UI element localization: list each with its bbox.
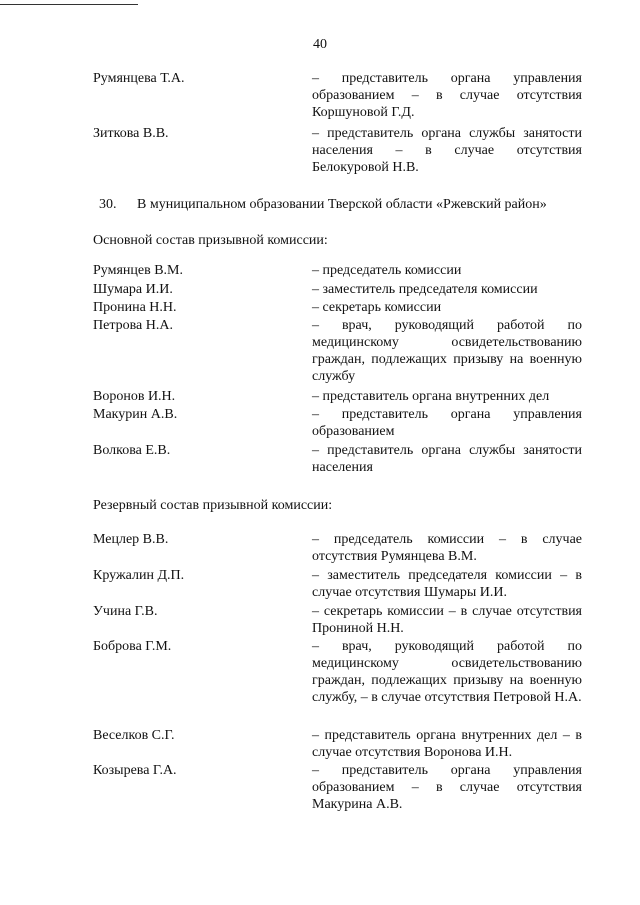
member-name: Козырева Г.А. [93,763,177,778]
member-role: – врач, руководящий работой по медицинскому освидетельствованию граждан, подлежащих призыву на военную службу, – в случае отсутствия Петровой Н.А. [312,639,582,705]
member-name: Макурин А.В. [93,407,178,422]
member-role: – председатель комиссии [312,263,462,278]
main-composition-title: Основной состав призывной комиссии: [93,233,328,248]
member-role: – секретарь комиссии [312,300,442,315]
member-role: – представитель органа службы занятости населения – в случае отсутствия Белокуровой Н.В. [312,126,582,175]
member-name: Шумара И.И. [93,282,173,297]
member-name: Учина Г.В. [93,604,158,619]
member-name: Мецлер В.В. [93,532,169,547]
member-role: – председатель комиссии – в случае отсутствия Румянцева В.М. [312,532,582,564]
municipality-number: 30. [99,197,117,212]
member-name: Зиткова В.В. [93,126,169,141]
reserve-composition-title: Резервный состав призывной комиссии: [93,498,333,513]
member-name: Румянцев В.М. [93,263,183,278]
member-name: Веселков С.Г. [93,728,175,743]
member-role: – представитель органа внутренних дел [312,389,550,404]
member-role: – представитель органа внутренних дел – в случае отсутствия Воронова И.Н. [312,728,582,760]
member-role: – секретарь комиссии – в случае отсутствия Прониной Н.Н. [312,604,582,636]
header-rule [0,4,138,5]
member-name: Кружалин Д.П. [93,568,185,583]
member-name: Пронина Н.Н. [93,300,177,315]
member-name: Петрова Н.А. [93,318,173,333]
municipality-heading [99,196,547,213]
member-role: – представитель органа управления образованием – в случае отсутствия Макурина А.В. [312,763,582,812]
member-name: Воронов И.Н. [93,389,176,404]
member-name: Волкова Е.В. [93,443,171,458]
page-number: 40 [313,37,327,52]
member-role: – представитель органа управления образованием – в случае отсутствия Коршуновой Г.Д. [312,71,582,120]
member-name: Боброва Г.М. [93,639,172,654]
member-role: – заместитель председателя комиссии [312,282,538,297]
member-role: – заместитель председателя комиссии – в случае отсутствия Шумары И.И. [312,568,582,600]
member-role: – врач, руководящий работой по медицинскому освидетельствованию граждан, подлежащих призыву на военную службу [312,318,582,384]
member-name: Румянцева Т.А. [93,71,185,86]
municipality-title: В муниципальном образовании Тверской области «Ржевский район» [137,197,547,212]
member-role: – представитель органа службы занятости населения [312,443,582,475]
member-role: – представитель органа управления образованием [312,407,582,439]
